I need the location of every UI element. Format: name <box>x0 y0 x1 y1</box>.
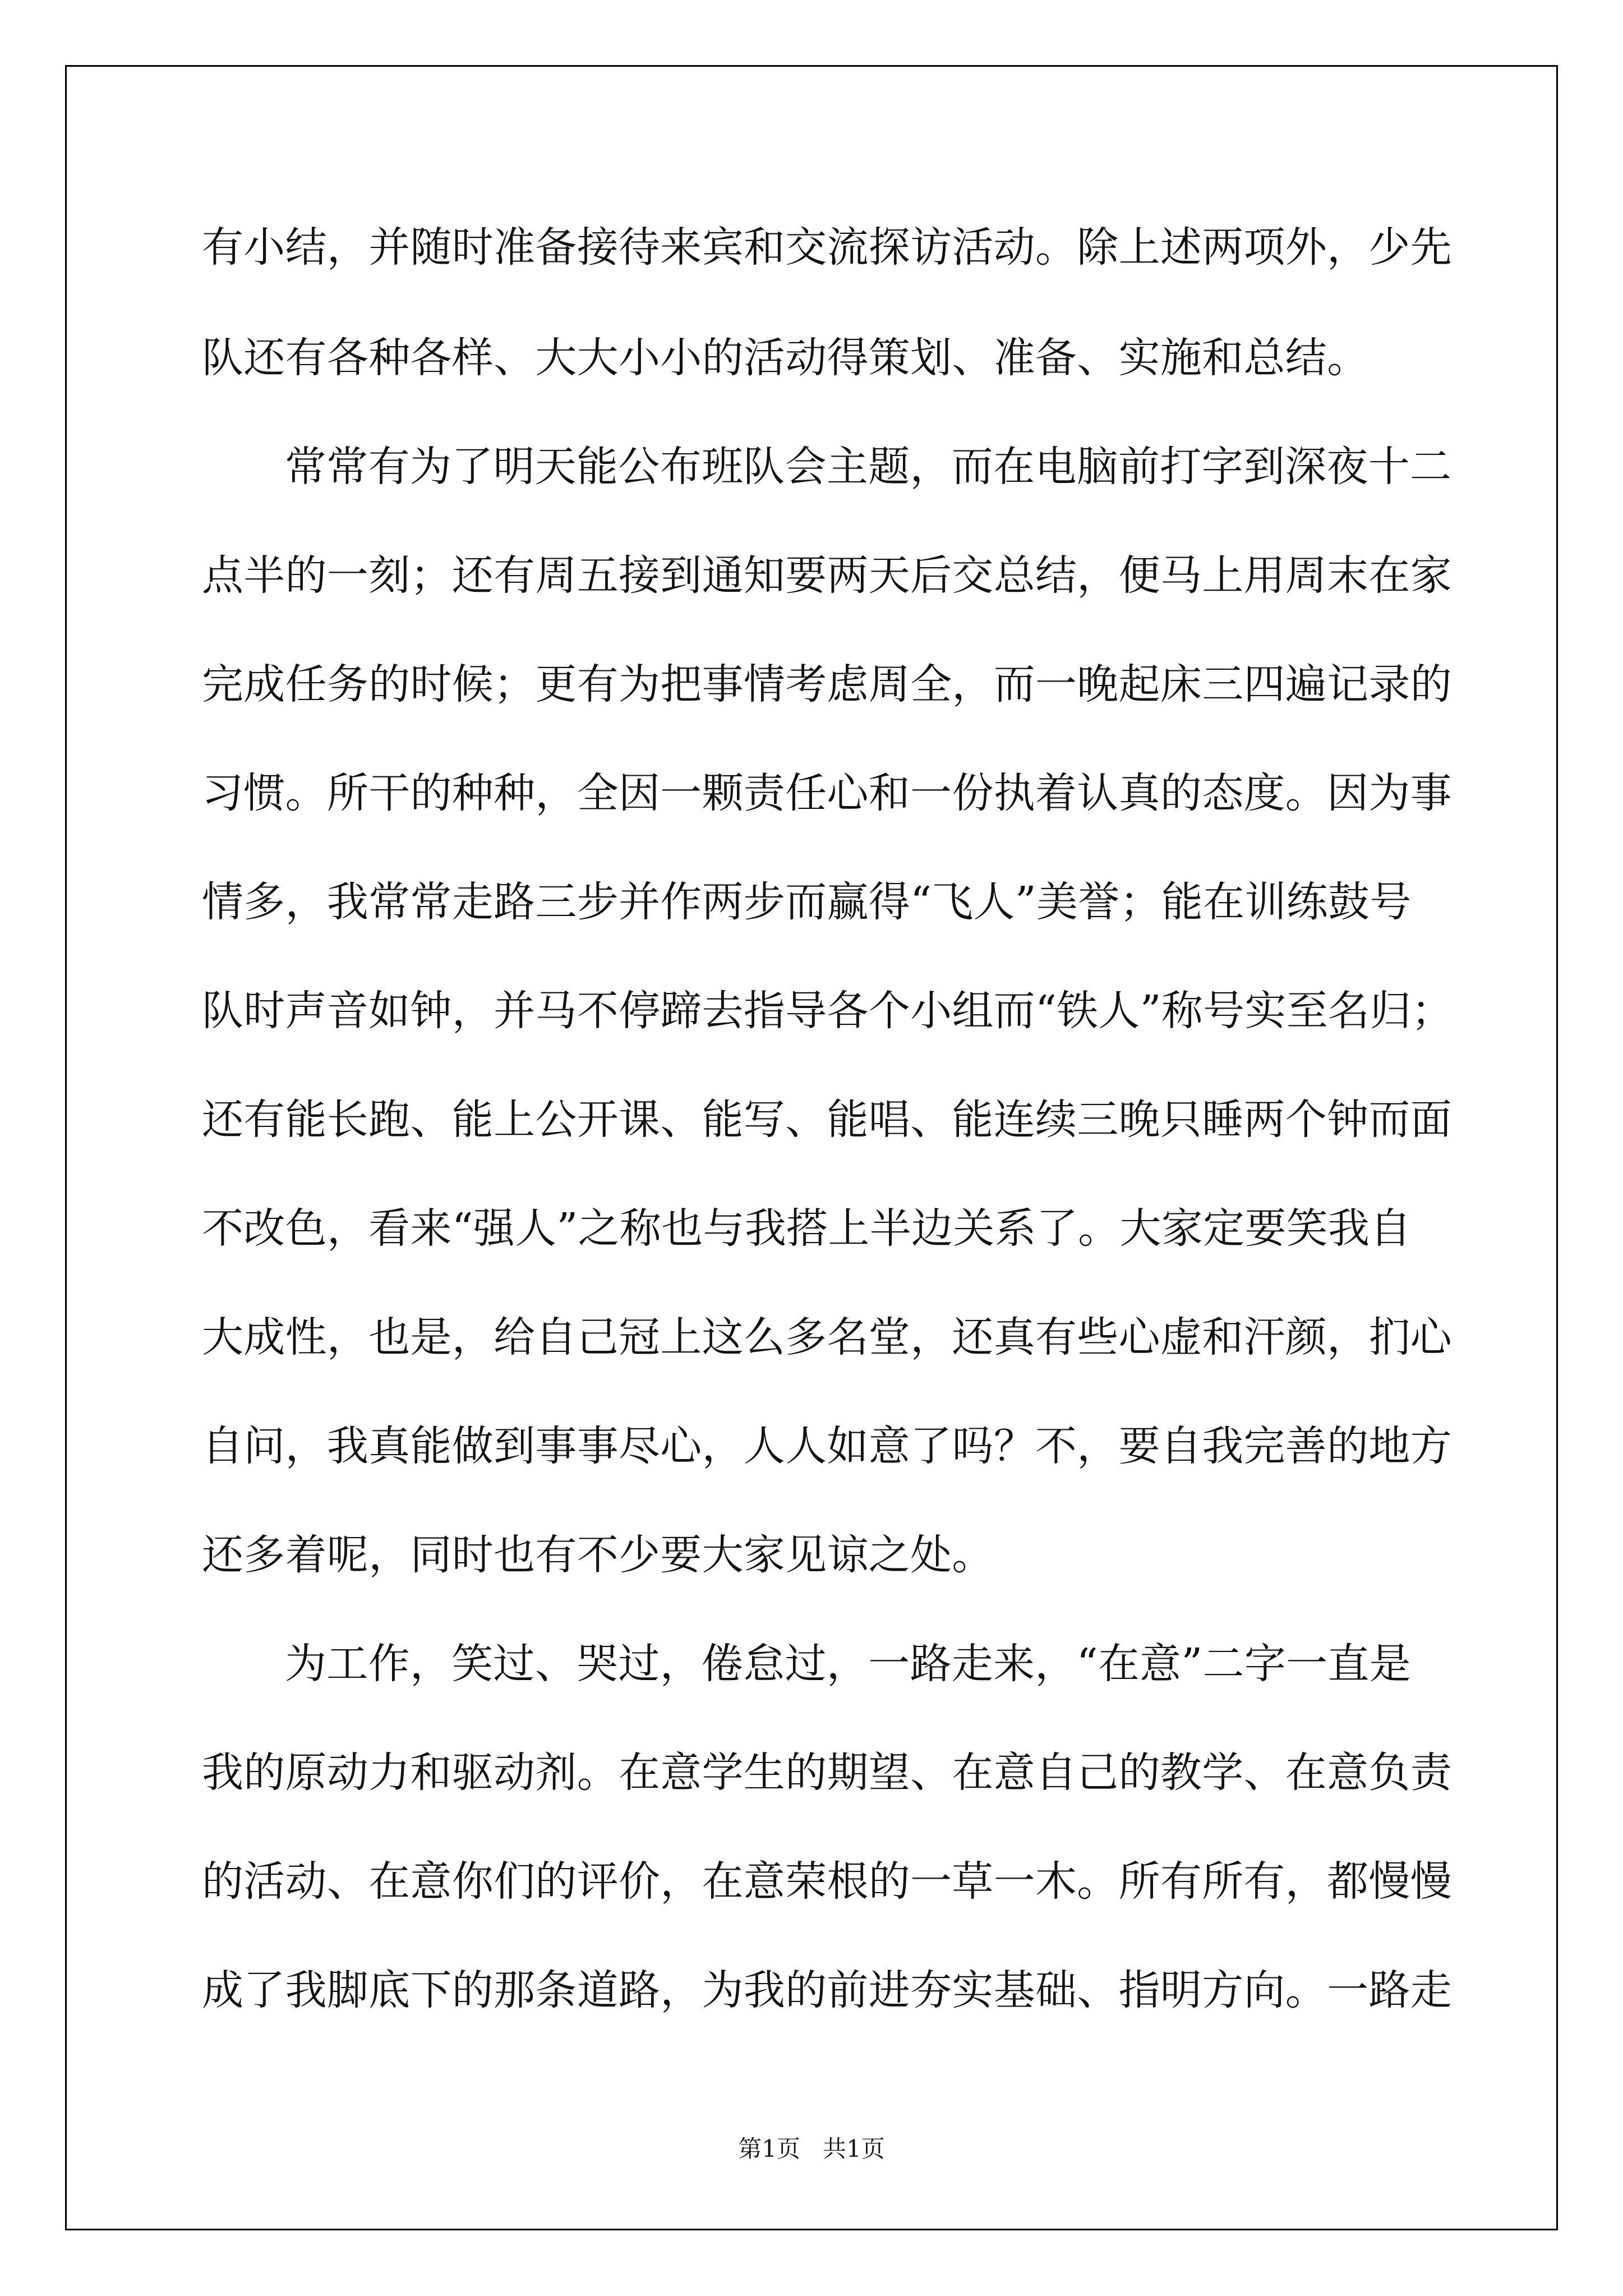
paragraph-first-line: 常常有为了明天能公布班队会主题，而在电脑前打字到深夜十二 <box>285 443 1452 491</box>
text-line: 点半的一刻；还有周五接到通知要两天后交总结，便马上用周末在家 <box>202 551 1452 600</box>
text-line: 情多，我常常走路三步并作两步而赢得“飞人”美誉；能在训练鼓号 <box>202 878 1412 926</box>
page-border <box>65 65 1558 2230</box>
text-line: 还有能长跑、能上公开课、能写、能唱、能连续三晚只睡两个钟而面 <box>202 1096 1452 1144</box>
text-line: 自问，我真能做到事事尽心，人人如意了吗？不，要自我完善的地方 <box>202 1422 1452 1470</box>
text-line: 还多着呢，同时也有不少要大家见谅之处。 <box>202 1531 994 1579</box>
text-line: 我的原动力和驱动剂。在意学生的期望、在意自己的教学、在意负责 <box>202 1749 1452 1797</box>
text-line: 的活动、在意你们的评价，在意荣根的一草一木。所有所有，都慢慢 <box>202 1857 1452 1906</box>
text-line: 大成性，也是，给自己冠上这么多名堂，还真有些心虚和汗颜，扪心 <box>202 1313 1452 1361</box>
text-line: 完成任务的时候；更有为把事情考虑周全，而一晚起床三四遍记录的 <box>202 660 1452 708</box>
text-line: 成了我脚底下的那条道路，为我的前进夯实基础、指明方向。一路走 <box>202 1966 1452 2014</box>
text-line: 队时声音如钟，并马不停蹄去指导各个小组而“铁人”称号实至名归； <box>202 987 1453 1035</box>
text-line: 不改色，看来“强人”之称也与我搭上半边关系了。大家定要笑我自 <box>202 1204 1412 1253</box>
paragraph-first-line: 为工作，笑过、哭过，倦怠过，一路走来，“在意”二字一直是 <box>285 1640 1412 1688</box>
text-line: 习惯。所干的种种，全因一颗责任心和一份执着认真的态度。因为事 <box>202 769 1452 817</box>
text-line: 有小结，并随时准备接待来宾和交流探访活动。除上述两项外，少先 <box>202 223 1452 272</box>
text-line: 队还有各种各样、大大小小的活动得策划、准备、实施和总结。 <box>202 334 1369 382</box>
page-number-footer: 第1页 共1页 <box>738 2135 885 2162</box>
